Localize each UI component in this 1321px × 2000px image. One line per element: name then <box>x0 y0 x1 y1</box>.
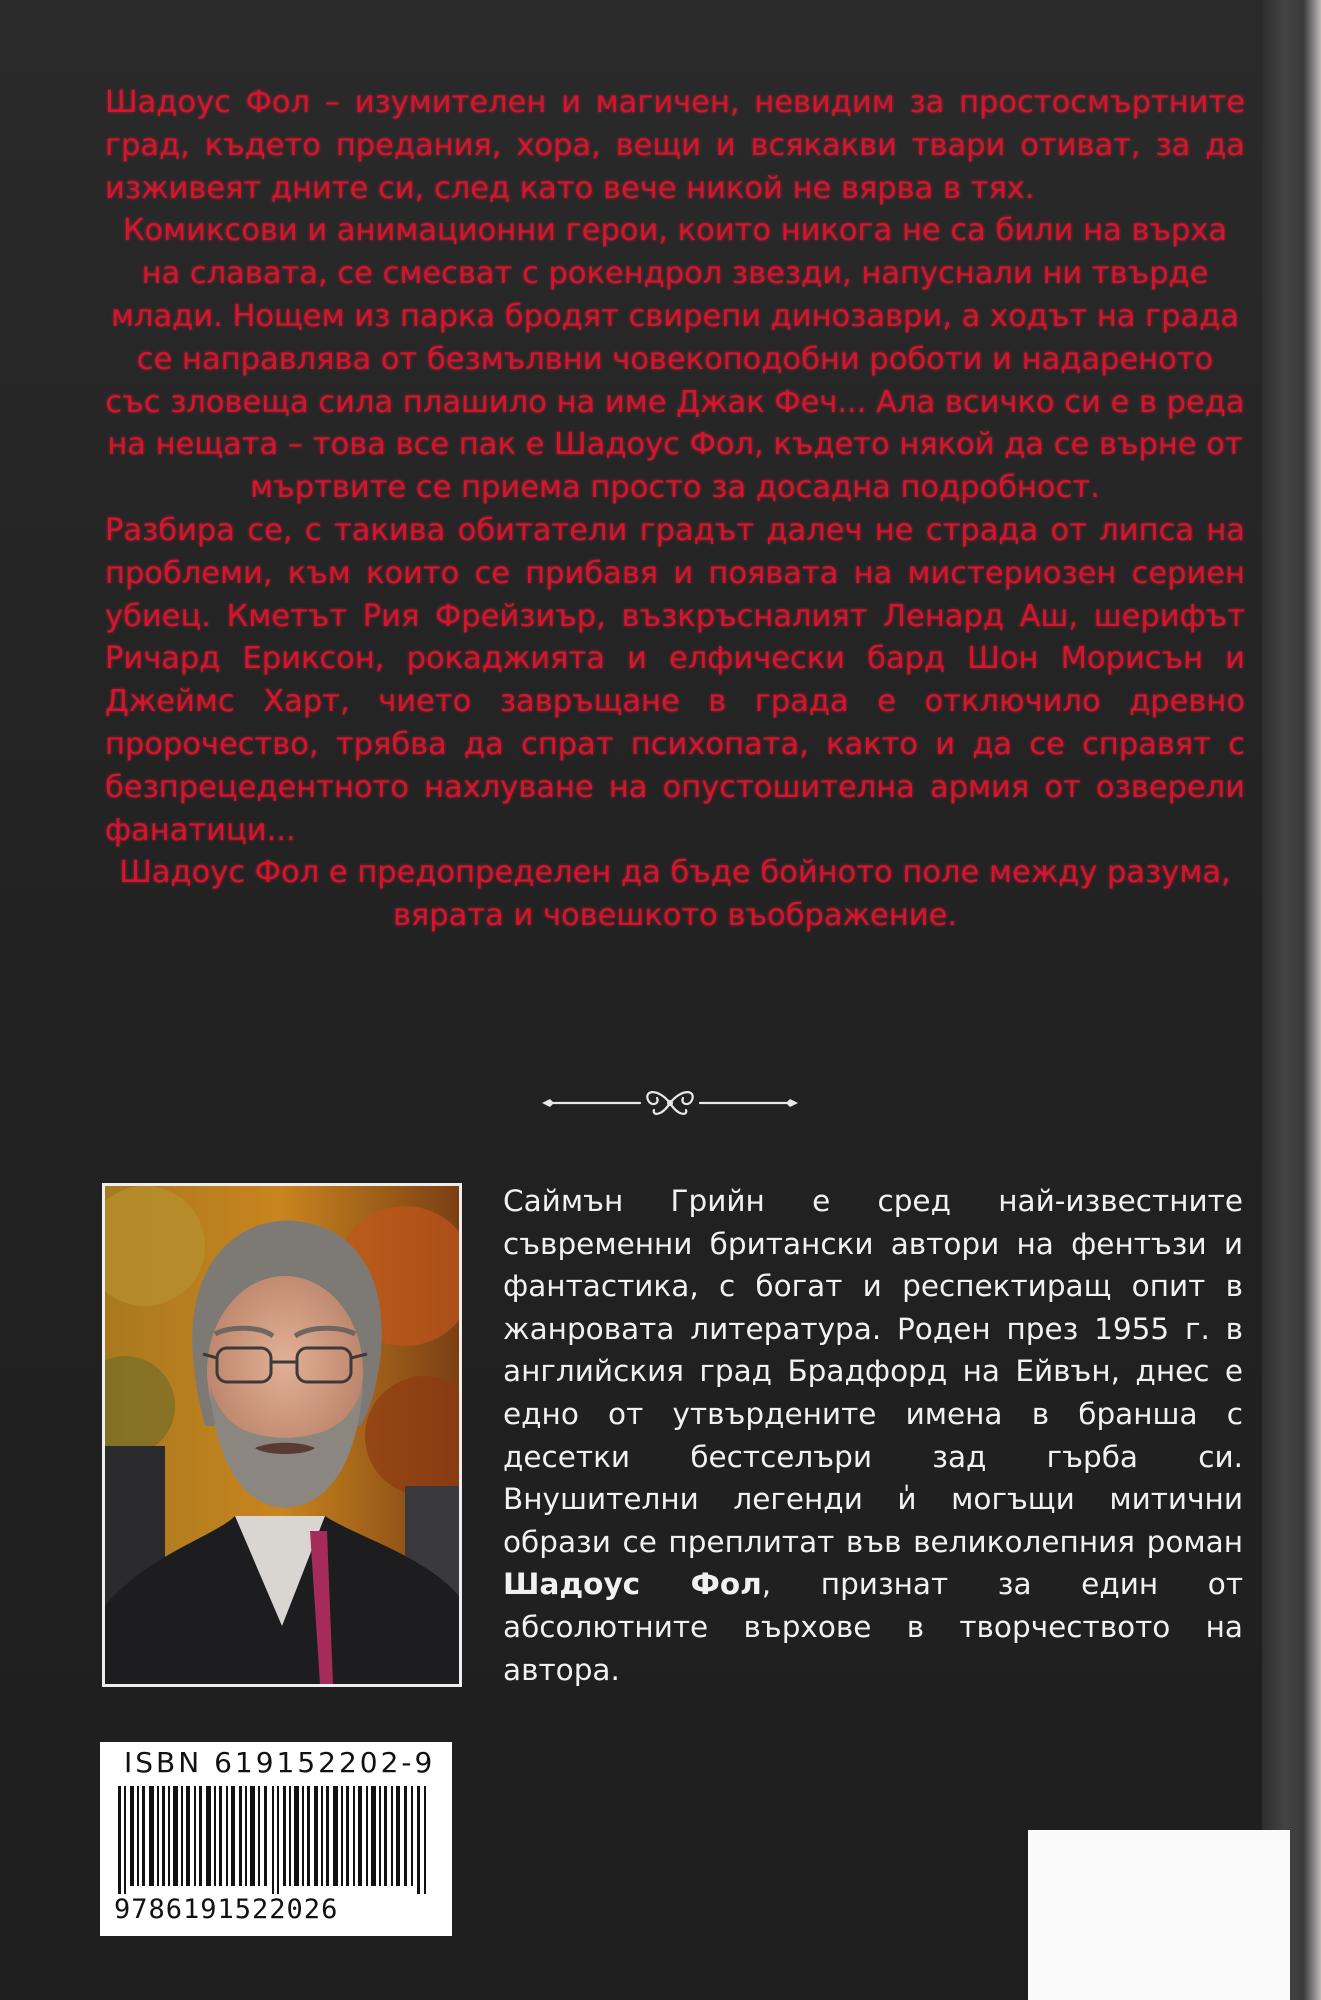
blurb-text <box>105 82 1245 938</box>
bio-text-end: , признат за един от абсолютните върхове в творчеството на автора. <box>503 1567 1244 1687</box>
barcode-bars-icon <box>118 1786 434 1894</box>
blurb-paragraph-4: Шадоус Фол е предопределен да бъде бойното поле между разума, вярата и човешкото въображение. <box>119 855 1231 934</box>
author-bio <box>503 1180 1243 1691</box>
ornament-divider-icon <box>540 1082 800 1124</box>
spine-edge <box>1262 0 1321 2000</box>
blurb-paragraph-1: Шадоус Фол – изумителен и магичен, невидим за простосмъртните град, където предания, хора, вещи и всякакви твари отиват, за да изживеят дните си, след като вече никой не вярва в тях. <box>105 85 1245 206</box>
price-sticker <box>1028 1830 1290 2000</box>
bio-book-title: Шадоус Фол <box>503 1567 762 1602</box>
isbn-label: ISBN 619152202-9 <box>124 1746 436 1779</box>
isbn-barcode <box>100 1742 452 1936</box>
barcode-number: 9786191522026 <box>114 1894 339 1925</box>
author-photo <box>102 1183 462 1687</box>
blurb-paragraph-3: Разбира се, с такива обитатели градът далеч не страда от липса на проблеми, към които се прибавя и появата на мистериозен сериен убиец. Кметът Рия Фрейзиър, възкръсналият Ленард Аш, шерифът Ричард Ериксон, рокаджията и елфически бард Шон Морисън и Джеймс Харт, чието завръщане в града е отключило древно пророчество, трябва да спрат психопата, както и да се справят с безпрецедентното нахлуване на опустошителна армия от озверели фанатици... <box>105 512 1245 848</box>
bio-text-start: Саймън Грийн е сред най-известните съвременни британски автори на фентъзи и фантастика, с богат и респектиращ опит в жанровата литература. Роден през 1955 г. в английския град Брадфорд на Ейвън, днес е едно от утвърдените имена в бранша с десетки бестселъри зад гърба си. Внушителни легенди и̍ могъщи митични образи се преплитат във великолепния роман <box>503 1184 1243 1559</box>
author-portrait-image <box>105 1186 459 1684</box>
blurb-paragraph-2: Комиксови и анимационни герои, които никога не са били на върха на славата, се смесват с рокендрол звезди, напуснали ни твърде млади. Нощем из парка бродят свирепи динозаври, а ходът на града се направлява от безмълвни човекоподобни роботи и надареното със зловеща сила плашило на име Джак Феч... Ала всичко си е в реда на нещата – това все пак е Шадоус Фол, където някой да се върне от мъртвите се приема просто за досадна подробност. <box>105 213 1245 506</box>
